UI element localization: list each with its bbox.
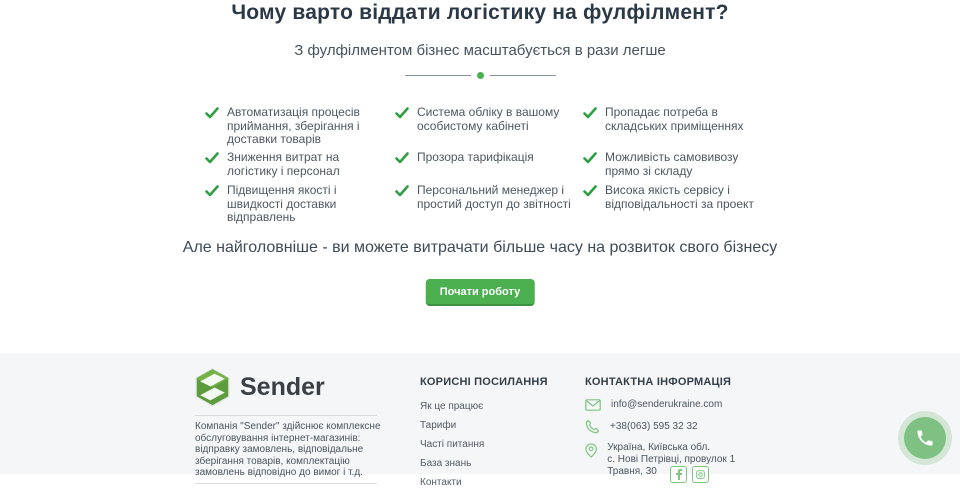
benefits-grid xyxy=(205,106,770,225)
benefit-text: Прозора тарифікація xyxy=(417,150,534,164)
call-button-circle xyxy=(904,417,946,459)
social-icons-row xyxy=(670,466,709,483)
start-work-button[interactable]: Почати роботу xyxy=(426,279,535,306)
benefit-item xyxy=(205,106,395,151)
footer-divider xyxy=(195,483,377,484)
location-pin-icon xyxy=(585,442,597,459)
contact-email-row xyxy=(585,399,765,411)
benefit-text: Персональний менеджер і простий доступ до звітності xyxy=(417,183,571,211)
contacts-header: КОНТАКТНА ІНФОРМАЦІЯ xyxy=(585,376,732,388)
benefit-item xyxy=(205,151,395,184)
facebook-icon[interactable] xyxy=(670,466,687,483)
mail-icon xyxy=(585,399,601,411)
divider-line xyxy=(405,75,471,76)
instagram-icon[interactable] xyxy=(692,466,709,483)
benefit-text: Підвищення якості і швидкості доставки відправлень xyxy=(227,183,337,224)
benefit-item xyxy=(395,184,583,225)
footer-link-contacts[interactable]: Контакти xyxy=(420,477,462,488)
check-icon xyxy=(205,107,219,119)
benefit-text: Пропадає потреба в складських приміщеннях xyxy=(605,105,744,133)
benefit-item xyxy=(583,184,770,225)
check-icon xyxy=(583,185,597,197)
footer-brand-column xyxy=(195,368,381,484)
benefit-item xyxy=(395,106,583,151)
footer-links-column xyxy=(420,376,550,494)
benefit-text: Висока якість сервісу і відповідальності за проект xyxy=(605,183,754,211)
check-icon xyxy=(395,152,409,164)
floating-call-button[interactable] xyxy=(898,411,952,465)
contact-phone-row xyxy=(585,419,765,434)
address-line2: с. Нові Петрівці, провулок 1 Травня, 30 xyxy=(607,454,736,477)
check-icon xyxy=(583,107,597,119)
benefit-item xyxy=(583,151,770,184)
check-icon xyxy=(583,152,597,164)
footer xyxy=(0,353,960,488)
links-header: КОРИСНІ ПОСИЛАННЯ xyxy=(420,376,548,388)
company-description: Компанія "Sender" здійснює комплексне обслуговування інтернет-магазинів: відправку замовлень, відповідальне зберігання товарів, комплектацію замовлень відповідно до вимог і т.д. xyxy=(195,421,381,479)
closing-statement: Але найголовніше - ви можете витрачати більше часу на розвиток свого бізнесу xyxy=(182,239,778,256)
check-icon xyxy=(205,152,219,164)
phone-icon xyxy=(585,419,600,434)
sender-logo[interactable] xyxy=(195,368,381,407)
email-link[interactable]: info@senderukraine.com xyxy=(611,399,723,410)
divider-line xyxy=(490,75,556,76)
phone-call-icon xyxy=(915,428,935,448)
footer-link-how-it-works[interactable]: Як це працює xyxy=(420,401,484,412)
phone-link[interactable]: +38(063) 595 32 32 xyxy=(610,420,698,432)
footer-link-faq[interactable]: Часті питання xyxy=(420,439,485,450)
benefit-item xyxy=(205,184,395,225)
benefit-text: Можливість самовивозу прямо зі складу xyxy=(605,150,739,178)
page-title: Чому варто віддати логістику на фулфілмент? xyxy=(231,1,729,24)
benefit-item xyxy=(395,151,583,184)
benefit-text: Зниження витрат на логістику і персонал xyxy=(227,150,340,178)
section-divider xyxy=(0,72,960,79)
benefit-item xyxy=(583,106,770,151)
footer-links-list xyxy=(420,399,550,490)
address-line1: Україна, Київська обл. xyxy=(607,442,711,453)
check-icon xyxy=(395,107,409,119)
check-icon xyxy=(205,185,219,197)
footer-contacts-column xyxy=(585,376,765,486)
benefit-text: Автоматизація процесів приймання, зберігання і доставки товарів xyxy=(227,105,360,146)
page-subtitle: З фулфілментом бізнес масштабується в рази легше xyxy=(294,42,666,59)
divider-dot xyxy=(477,72,484,79)
benefit-text: Система обліку в вашому особистому кабінеті xyxy=(417,105,560,133)
footer-link-knowledge-base[interactable]: База знань xyxy=(420,458,472,469)
check-icon xyxy=(395,185,409,197)
footer-link-tariffs[interactable]: Тарифи xyxy=(420,420,457,431)
brand-name: Sender xyxy=(240,373,325,401)
sender-logo-icon xyxy=(195,368,230,407)
footer-divider xyxy=(195,415,377,416)
